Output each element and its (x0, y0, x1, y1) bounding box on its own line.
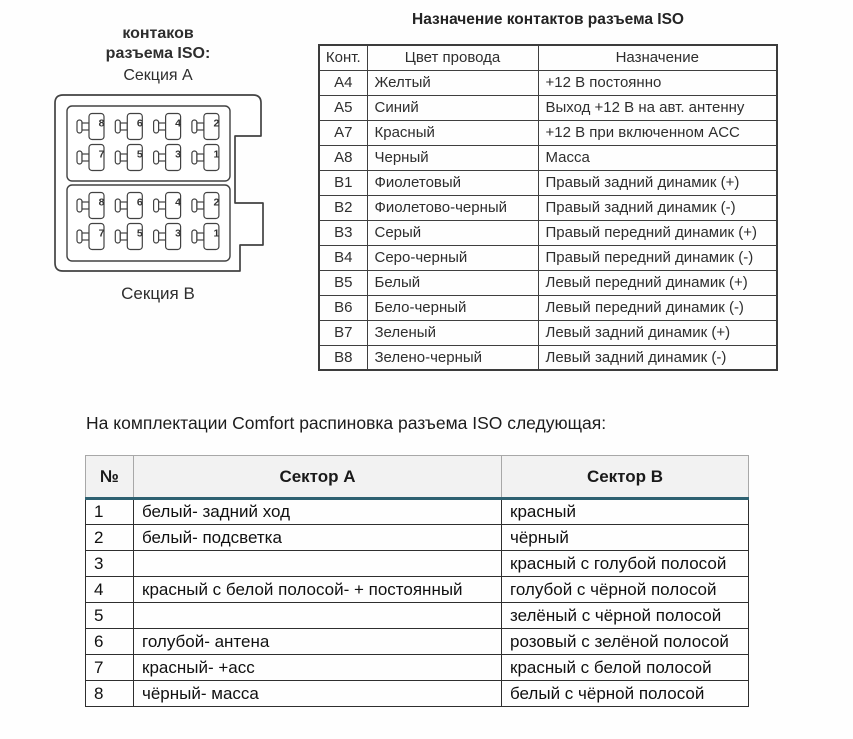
iso-connector-diagram (50, 93, 270, 278)
table-cell: Синий (367, 95, 538, 120)
pin-number: 8 (98, 196, 105, 209)
pin-number: 7 (98, 148, 105, 161)
column-header-wire-color: Цвет провода (367, 45, 538, 70)
column-header-sector-b: Сектор B (502, 456, 749, 499)
table-cell: Белый (367, 270, 538, 295)
pin-number: 7 (98, 227, 105, 240)
pin-number: 6 (136, 196, 143, 209)
pin-number: 4 (175, 196, 182, 209)
table-cell: Желтый (367, 70, 538, 95)
table-cell: B4 (319, 245, 367, 270)
table-cell: Фиолетово-черный (367, 195, 538, 220)
comfort-table-header-row (86, 456, 749, 499)
table-cell: B1 (319, 170, 367, 195)
table-row (319, 295, 777, 320)
table-cell: Левый передний динамик (+) (538, 270, 777, 295)
pin-number: 2 (213, 117, 220, 130)
table-cell: B2 (319, 195, 367, 220)
table-cell (134, 603, 502, 629)
table-row (86, 525, 749, 551)
table-cell: красный с белой полосой- + постоянный (134, 577, 502, 603)
column-header-sector-a: Сектор A (134, 456, 502, 499)
pin-number: 5 (136, 148, 143, 161)
table-cell: Зеленый (367, 320, 538, 345)
table-cell: B8 (319, 345, 367, 370)
column-header-contact: Конт. (319, 45, 367, 70)
table-cell: голубой с чёрной полосой (502, 577, 749, 603)
iso-pinout-table (318, 44, 778, 371)
table-row (86, 655, 749, 681)
table-cell: 2 (86, 525, 134, 551)
table-cell: Правый передний динамик (-) (538, 245, 777, 270)
table-cell: Зелено-черный (367, 345, 538, 370)
table-row (319, 345, 777, 370)
table-cell: красный (502, 499, 749, 525)
section-a-label: Секция A (123, 67, 193, 84)
iso-table-title: Назначение контактов разъема ISO (412, 11, 684, 28)
table-cell: Серый (367, 220, 538, 245)
table-cell: Масса (538, 145, 777, 170)
table-cell: Черный (367, 145, 538, 170)
table-cell: Фиолетовый (367, 170, 538, 195)
table-cell: красный- +асс (134, 655, 502, 681)
table-cell: Выход +12 В на авт. антенну (538, 95, 777, 120)
comfort-table-body (86, 499, 749, 707)
table-cell: Левый задний динамик (+) (538, 320, 777, 345)
table-cell: 6 (86, 629, 134, 655)
column-header-purpose: Назначение (538, 45, 777, 70)
table-cell: A5 (319, 95, 367, 120)
table-row (319, 170, 777, 195)
table-cell: Правый задний динамик (+) (538, 170, 777, 195)
table-row (86, 577, 749, 603)
iso-table-header-row (319, 45, 777, 70)
table-cell: A8 (319, 145, 367, 170)
table-cell: красный с белой полосой (502, 655, 749, 681)
pin-number: 3 (175, 227, 182, 240)
table-row (319, 220, 777, 245)
comfort-intro-text: На комплектации Comfort распиновка разъема ISO следующая: (86, 413, 607, 433)
table-cell: Бело-черный (367, 295, 538, 320)
table-cell: A7 (319, 120, 367, 145)
table-row (319, 120, 777, 145)
table-cell: белый с чёрной полосой (502, 681, 749, 707)
pin-number: 1 (213, 227, 220, 240)
table-cell: розовый с зелёной полосой (502, 629, 749, 655)
table-cell: Правый передний динамик (+) (538, 220, 777, 245)
table-cell (134, 551, 502, 577)
table-row (86, 499, 749, 525)
table-cell: Левый передний динамик (-) (538, 295, 777, 320)
pin-number: 2 (213, 196, 220, 209)
table-cell: 1 (86, 499, 134, 525)
table-row (319, 320, 777, 345)
table-cell: B3 (319, 220, 367, 245)
table-row (86, 603, 749, 629)
table-row (86, 681, 749, 707)
table-cell: белый- подсветка (134, 525, 502, 551)
diagram-heading-line1: контаков (122, 25, 194, 42)
table-cell: 7 (86, 655, 134, 681)
pin-number: 1 (213, 148, 220, 161)
table-row (319, 195, 777, 220)
table-cell: 3 (86, 551, 134, 577)
diagram-heading-line2: разъема ISO: (105, 45, 211, 62)
table-cell: красный с голубой полосой (502, 551, 749, 577)
table-cell: 8 (86, 681, 134, 707)
pin-number: 4 (175, 117, 182, 130)
table-cell: B5 (319, 270, 367, 295)
section-b-label: Секция B (121, 284, 195, 303)
pin-number: 8 (98, 117, 105, 130)
table-cell: чёрный- масса (134, 681, 502, 707)
table-cell: 4 (86, 577, 134, 603)
table-cell: голубой- антена (134, 629, 502, 655)
comfort-pinout-table (85, 455, 749, 707)
table-row (319, 245, 777, 270)
table-row (86, 629, 749, 655)
table-cell: A4 (319, 70, 367, 95)
table-cell: зелёный с чёрной полосой (502, 603, 749, 629)
table-cell: Правый задний динамик (-) (538, 195, 777, 220)
table-cell: Левый задний динамик (-) (538, 345, 777, 370)
diagram-heading (52, 24, 264, 64)
table-cell: +12 В при включенном ACC (538, 120, 777, 145)
table-row (319, 270, 777, 295)
table-row (319, 145, 777, 170)
pin-number: 6 (136, 117, 143, 130)
table-row (86, 551, 749, 577)
pin-number: 3 (175, 148, 182, 161)
pin-number: 5 (136, 227, 143, 240)
table-row (319, 95, 777, 120)
table-cell: белый- задний ход (134, 499, 502, 525)
table-cell: 5 (86, 603, 134, 629)
table-cell: Красный (367, 120, 538, 145)
table-cell: чёрный (502, 525, 749, 551)
table-cell: +12 В постоянно (538, 70, 777, 95)
table-cell: B7 (319, 320, 367, 345)
table-cell: Серо-черный (367, 245, 538, 270)
column-header-number: № (86, 456, 134, 499)
table-row (319, 70, 777, 95)
iso-table-body (319, 70, 777, 370)
table-cell: B6 (319, 295, 367, 320)
